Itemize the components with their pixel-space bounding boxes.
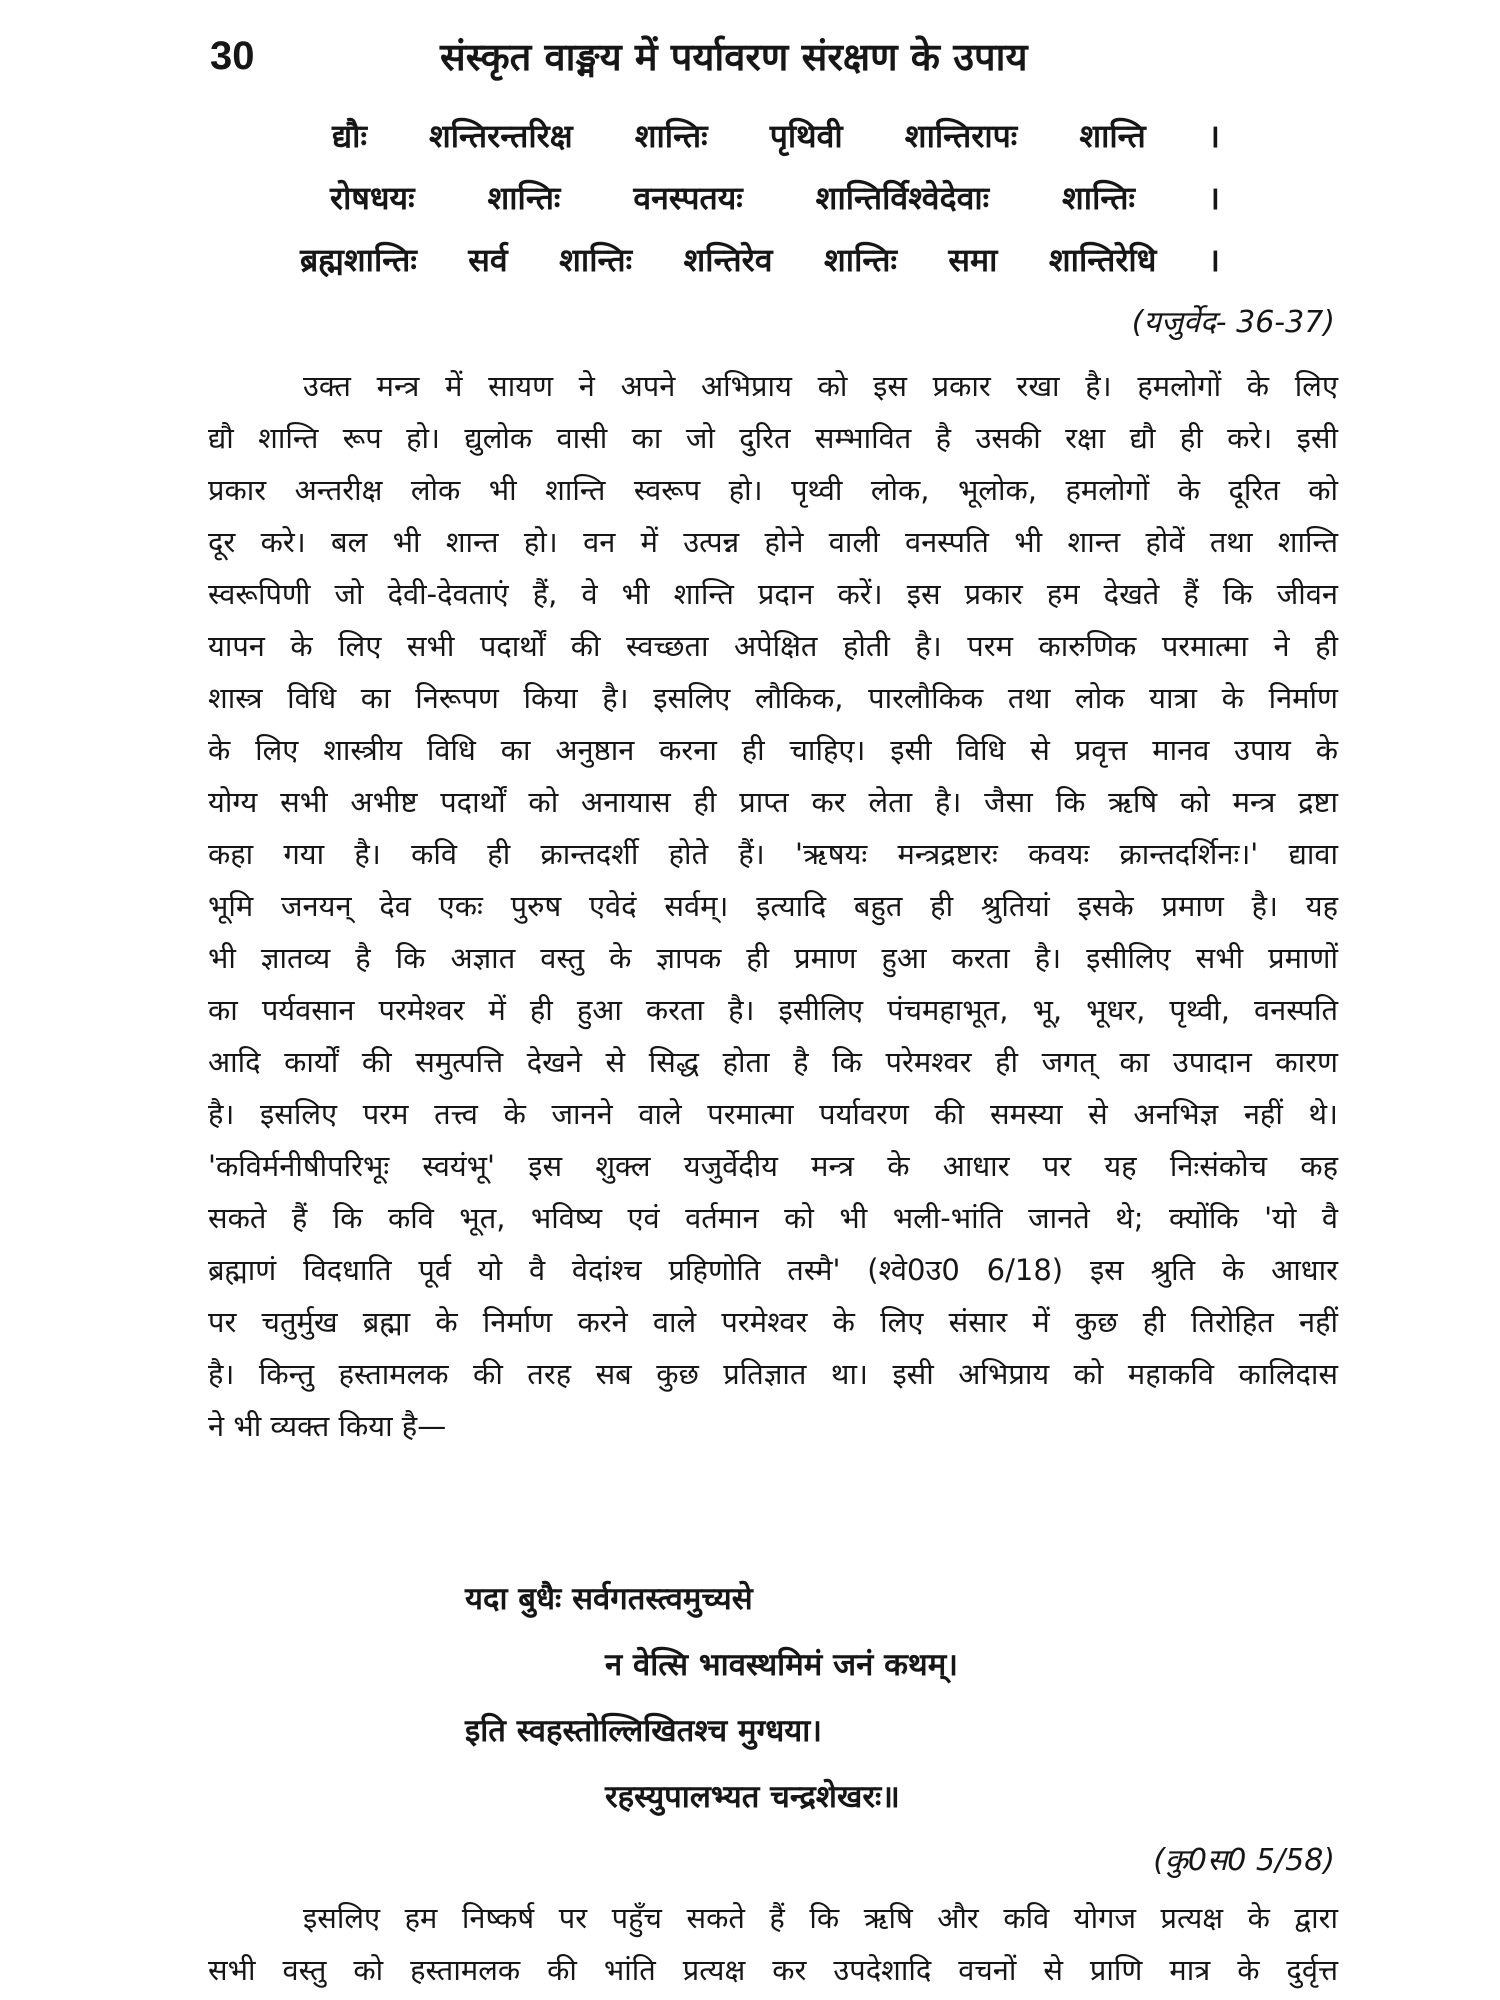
text-line: आदि कार्यों की समुत्पत्ति देखने से सिद्ध होता है कि परेमश्वर ही जगत् का उपादान कारण <box>208 1045 1338 1079</box>
paragraph-one <box>208 360 1338 1452</box>
verse-line: ब्रह्मशान्तिः सर्व शान्तिः शन्तिरेव शान्तिः समा शान्तिरेधि । <box>300 241 1220 279</box>
verse-line: रोषधयः शान्तिः वनस्पतयः शान्तिर्विश्वेदेवाः शान्तिः । <box>330 179 1220 217</box>
text-line: इसलिए हम निष्कर्ष पर पहुँच सकते हैं कि ऋषि और कवि योगज प्रत्यक्ष के द्वारा <box>303 1901 1338 1935</box>
text-line: सभी वस्तु को हस्तामलक की भांति प्रत्यक्ष कर उपदेशादि वचनों से प्राणि मात्र के दुर्वृत्त <box>208 1953 1338 1987</box>
text-line: भूमि जनयन् देव एकः पुरुष एवेदं सर्वम्। इत्यादि बहुत ही श्रुतियां इसके प्रमाण है। यह <box>208 889 1338 923</box>
poem-line: न वेत्सि भावस्थमिमं जनं कथम्। <box>605 1647 958 1683</box>
text-line: है। इसलिए परम तत्त्व के जानने वाले परमात्मा पर्यावरण की समस्या से अनभिज्ञ नहीं थे। <box>208 1097 1338 1131</box>
text-line: प्रकार अन्तरीक्ष लोक भी शान्ति स्वरूप हो। पृथ्वी लोक, भूलोक, हमलोगों के दूरित को <box>208 473 1338 507</box>
text-line: उक्त मन्त्र में सायण ने अपने अभिप्राय को इस प्रकार रखा है। हमलोगों के लिए <box>303 369 1338 403</box>
text-line: दूर करे। बल भी शान्त हो। वन में उत्पन्न होने वाली वनस्पति भी शान्त होवें तथा शान्ति <box>208 525 1338 559</box>
page-header <box>210 30 1350 90</box>
text-line: ब्रह्माणं विदधाति पूर्व यो वै वेदांश्च प्रहिणोति तस्मै' (श्वे0उ0 6/18) इस श्रुति के आधार <box>208 1253 1338 1287</box>
poem-line: इति स्वहस्तोल्लिखितश्च मुग्धया। <box>465 1713 823 1749</box>
text-line: द्यौ शान्ति रूप हो। द्युलोक वासी का जो दुरित सम्भावित है उसकी रक्षा द्यौ ही करे। इसी <box>208 421 1338 455</box>
kalidasa-verse <box>465 1566 958 1830</box>
vedic-verse <box>300 105 1220 291</box>
text-line: का पर्यवसान परमेश्वर में ही हुआ करता है। इसीलिए पंचमहाभूत, भू, भूधर, पृथ्वी, वनस्पति <box>208 993 1338 1027</box>
paragraph-two <box>208 1892 1338 1996</box>
poem-line: रहस्युपालभ्यत चन्द्रशेखरः॥ <box>605 1779 900 1815</box>
verse-line: द्यौः शन्तिरन्तरिक्ष शान्तिः पृथिवी शान्तिरापः शान्ति । <box>332 117 1220 155</box>
page-number: 30 <box>210 34 255 78</box>
text-line: शास्त्र विधि का निरूपण किया है। इसलिए लौकिक, पारलौकिक तथा लोक यात्रा के निर्माण <box>208 681 1338 715</box>
poem-citation: (कु0स0 5/58) <box>1153 1843 1335 1878</box>
poem-line: यदा बुधैः सर्वगतस्त्वमुच्यसे <box>465 1581 753 1617</box>
text-line: सकते हैं कि कवि भूत, भविष्य एवं वर्तमान को भी भली-भांति जानते थे; क्योंकि 'यो वै <box>208 1201 1338 1235</box>
text-line: यापन के लिए सभी पदार्थों की स्वच्छता अपेक्षित होती है। परम कारुणिक परमात्मा ने ही <box>208 629 1338 663</box>
text-line: पर चतुर्मुख ब्रह्मा के निर्माण करने वाले परमेश्वर के लिए संसार में कुछ ही तिरोहित नहीं <box>208 1305 1338 1339</box>
text-line: योग्य सभी अभीष्ट पदार्थों को अनायास ही प्राप्त कर लेता है। जैसा कि ऋषि को मन्त्र द्रष्टा <box>208 785 1338 819</box>
text-line: स्वरूपिणी जो देवी-देवताएं हैं, वे भी शान्ति प्रदान करें। इस प्रकार हम देखते हैं कि जीवन <box>208 577 1338 611</box>
text-line: है। किन्तु हस्तामलक की तरह सब कुछ प्रतिज्ञात था। इसी अभिप्राय को महाकवि कालिदास <box>208 1357 1338 1391</box>
text-line: 'कविर्मनीषीपरिभूः स्वयंभू' इस शुक्ल यजुर्वेदीय मन्त्र के आधार पर यह निःसंकोच कह <box>208 1149 1338 1183</box>
text-line: के लिए शास्त्रीय विधि का अनुष्ठान करना ही चाहिए। इसी विधि से प्रवृत्त मानव उपाय के <box>208 733 1338 767</box>
text-line: ने भी व्यक्त किया है— <box>208 1409 447 1443</box>
running-title: संस्कृत वाङ्मय में पर्यावरण संरक्षण के उपाय <box>440 35 1028 79</box>
text-line: भी ज्ञातव्य है कि अज्ञात वस्तु के ज्ञापक ही प्रमाण हुआ करता है। इसीलिए सभी प्रमाणों <box>208 941 1338 975</box>
verse-citation: (यजुर्वेद- 36-37) <box>1131 305 1335 340</box>
text-line: कहा गया है। कवि ही क्रान्तदर्शी होते हैं। 'ऋषयः मन्त्रद्रष्टारः कवयः क्रान्तदर्शिनः।' द्यावा <box>208 837 1338 871</box>
